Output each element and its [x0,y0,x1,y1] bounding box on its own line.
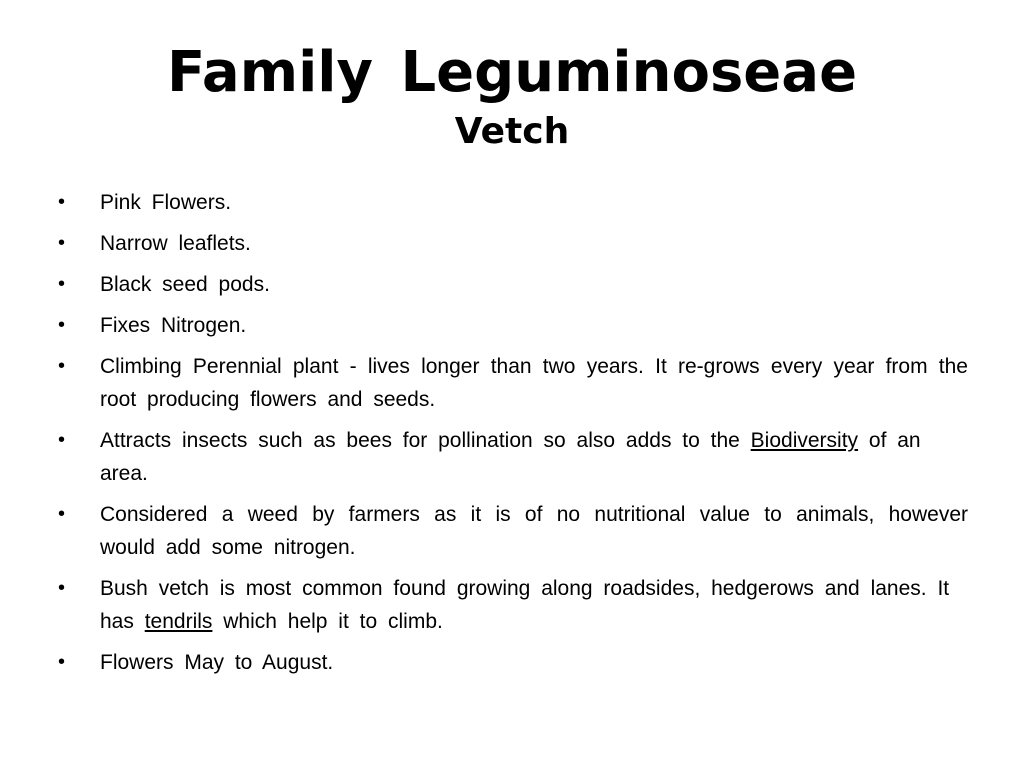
bullet-icon: • [58,429,66,451]
bullet-icon: • [58,355,66,377]
bullet-text: Fixes Nitrogen. [100,314,247,337]
bullet-text: Attracts insects such as bees for pollination so also adds to the [100,429,740,452]
bullet-item [58,572,968,638]
bullet-item [58,309,968,342]
bullet-item [58,186,968,219]
bullet-icon: • [58,191,66,213]
bullet-icon: • [58,232,66,254]
bullet-icon: • [58,314,66,336]
bullet-list [58,186,968,687]
bullet-text: Flowers May to August. [100,651,334,674]
bullet-item [58,227,968,260]
slide-subtitle: Vetch [454,111,570,152]
biodiversity-term: Biodiversity [750,429,859,452]
bullet-text: Narrow leaflets. [100,232,251,255]
bullet-item [58,424,968,490]
bullet-item [58,350,968,416]
bullet-text: Climbing Perennial plant - lives longer than two years. It re-grows every year from the root producing flowers and seeds. [100,355,968,411]
bullet-text: which help it to climb. [223,610,443,633]
bullet-item [58,268,968,301]
tendrils-term: tendrils [144,610,213,633]
bullet-text: of an area. [100,429,921,485]
bullet-icon: • [58,273,66,295]
bullet-text: Considered a weed by farmers as it is of no nutritional value to animals, however would add some nitrogen. [100,503,968,559]
bullet-icon: • [58,503,66,525]
bullet-icon: • [58,577,66,599]
bullet-item [58,498,968,564]
slide-title: Family Leguminoseae [166,40,858,105]
bullet-text: Bush vetch is most common found growing along roadsides, hedgerows and lanes. It has [100,577,950,633]
bullet-item [58,646,968,679]
bullet-text: Pink Flowers. [100,191,232,214]
bullet-text: Black seed pods. [100,273,270,296]
bullet-icon: • [58,651,66,673]
